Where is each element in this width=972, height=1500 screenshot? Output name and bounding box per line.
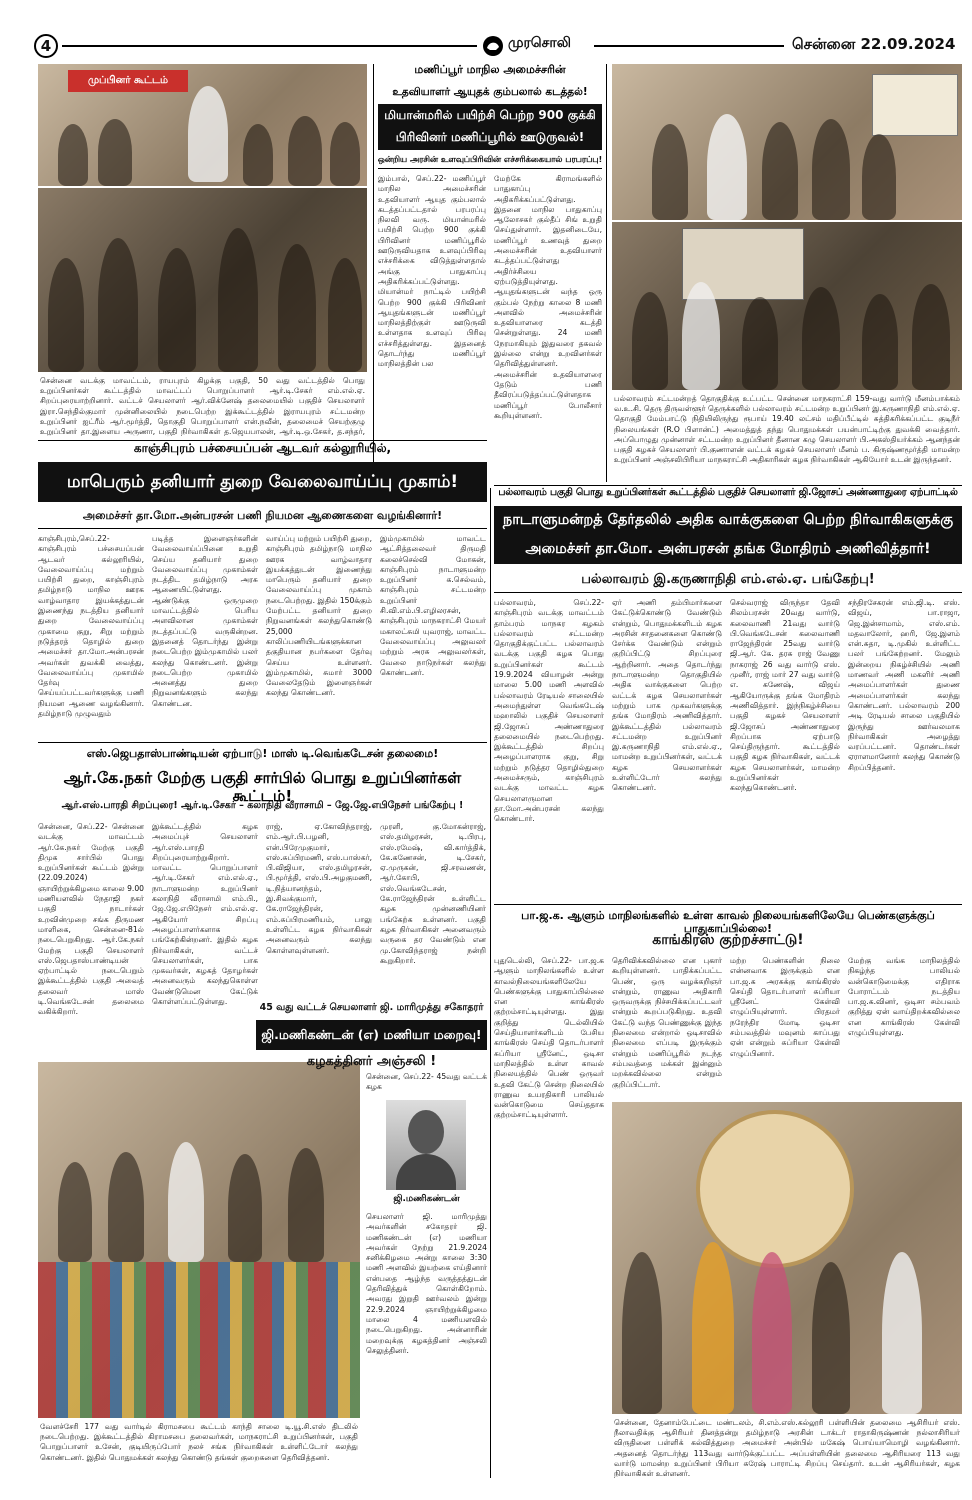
meeting-photo-lower bbox=[38, 188, 367, 372]
rk-nagar-body-col2: இக்கூட்டத்தில் கழக அமைப்புச் செயலாளர் ஆர்.எஸ்.பாரதி சிறப்புரையாற்றுகிறார். மாவட்ட பொறுப்பாளர் ஆர்.டி.சேகர் எம்.எல்.ஏ., நாடாளுமன்ற உறுப்பினர் கலாநிதி வீராசாமி எம்.பி., ஜே.ஜே.எபிநேசர் எம்.எல்.ஏ. ஆகியோர் சிறப்பு அழைப்பாளர்களாக பங்கேற்கின்றனர். இதில் கழக நிர்வாகிகள், வட்டச் செயலாளர்கள், பாக முகவர்கள், கழகத் தோழர்கள் அனைவரும் கலந்துகொள்ள வேண்டுமென கேட்டுக் கொள்ளப்பட்டுள்ளது. bbox=[152, 822, 258, 1007]
kanchi-deck-rule bbox=[38, 528, 487, 529]
pallavaram-kicker: பல்லாவரம் பகுதி பொது உறுப்பினர்கள் கூட்டத்தில் பகுதிச் செயலாளர் ஜி.ஜோசப் அண்ணாதுரை ஏற்பாட்டில் bbox=[498, 487, 958, 498]
rk-nagar-top-rule bbox=[38, 742, 487, 743]
photo-banner-text: முப்பினர் கூட்டம் bbox=[87, 75, 169, 86]
pallavaram-body-col3: செல்வராஜ் விருந்தா தேவி சிலம்பரசன் 20வது வார்டு, கலைவாணி 21வது வார்டு பி.வெங்கடேசன் கலைவாணி ராஜேந்திரன் 25வது வார்டு ஜி.ஆர். கே. தரசு ராஜ் வேணு நாகராஜ் 26 வது வார்டு எஸ். முனீர், ராஜ் மார் 27 வது வார்டு எ. கணேஷ், விஜய் ஆகியோருக்கு தங்க மோதிரம் அணிவித்தார். இந்நிகழ்ச்சியை பகுதி கழகச் செயலாளர் ஜி.ஜோசப் அண்ணாதுரை சிறப்பாக ஏற்பாடு செய்திருந்தார். கூட்டத்தில் பகுதி கழக நிர்வாகிகள், வட்டக் கழக செயலாளர்கள், மாமன்ற உறுப்பினர்கள் கலந்துகொண்டனர். bbox=[730, 598, 840, 793]
congress-story bbox=[494, 904, 962, 1120]
obituary-intro: சென்னை, செப்.22- 45வது வட்டக் கழக bbox=[366, 1072, 487, 1092]
rk-nagar-deck: ஆர்.எஸ்.பாரதி சிறப்புரை! ஆர்.டி.சேகர் – கலாநிதி வீராசாமி – ஜே.ஜே.எபிநேசர் பங்கேற்பு ! bbox=[61, 800, 464, 811]
photo-bottom-left-caption: வேளச்சேரி 177 வது வார்டில் கிராமசபை கூட்டம் காந்தி சாலை டி.யூ.சி.எஸ் திடலில் நடைபெற்றது. இக்கூட்டத்தில் கிராமசபை தலைவர்கள், மாநகராட்சி உறுப்பினர்கள், பகுதி பொறுப்பாளர் உசேன், குடியிருப்போர் நலச் சங்க நிர்வாகிகள் உள்ளிட்டோர் கலந்து கொண்டனர். இதில் பொதுமக்கள் கலந்து கொண்டு தங்கள் குறைகளை தெரிவித்தனர். bbox=[40, 1422, 358, 1462]
manipur-subkicker: உதவியாளர் ஆயுதக் கும்பலால் கடத்தல்! bbox=[392, 86, 588, 98]
pallavaram-headline-line1: நாடாளுமன்றத் தேர்தலில் அதிக வாக்குகளை பெற்ற நிர்வாகிகளுக்கு bbox=[502, 512, 954, 528]
kanchi-body-col4: இம்முகாமில் மாவட்ட ஆட்சித்தலைவர் திருமதி கலைச்செல்வி மோகன், காஞ்சிபுரம் நாடாளுமன்ற உறுப்பினர் க.செல்வம், காஞ்சிபுரம் சட்டமன்ற உறுப்பினர் சி.வி.எம்.பி.எழிலரசன், காஞ்சிபுரம் மாநகராட்சி மேயர் மகாலட்சுமி யுவராஜ், மாவட்ட வேலைவாய்ப்பு அலுவலர் மற்றும் அரசு அலுவலர்கள், வேலை நாடுநர்கள் கலந்து கொண்டனர். bbox=[380, 534, 486, 677]
rk-nagar-headline: ஆர்.கே.நகர் மேற்கு பகுதி சார்பில் பொது உறுப்பினர்கள் கூட்டம்! bbox=[63, 769, 462, 805]
masthead-rule-right bbox=[594, 45, 784, 47]
pallavaram-headline bbox=[494, 506, 962, 564]
manipur-story bbox=[373, 64, 607, 482]
page-number-badge bbox=[34, 34, 58, 58]
ro-plant-photo-upper bbox=[612, 64, 962, 220]
kanchi-deck: அமைச்சர் தா.மோ.அன்பரசன் பணி நியமன ஆணைகளை வழங்கினார்! bbox=[82, 509, 443, 522]
kanchi-story bbox=[38, 442, 487, 738]
teacher-award-photo bbox=[612, 1102, 962, 1414]
obituary-deck: கழகத்தினர் அஞ்சலி ! bbox=[306, 1054, 437, 1069]
manipur-kicker: மணிப்பூர் மாநில அமைச்சரின் bbox=[414, 63, 566, 76]
rk-nagar-body-col4: முரளி, கு.மோகன்ராஜ், எஸ்.தமிழரசன், டி.பிரபு, எஸ்.ரமேஷ், வி.கார்த்திக், கே.கணேசன், டி.சேகர், ஏ.முருகன், ஜி.சரவணன், ஆர்.கோபி, எஸ்.வெங்கடேசன், கே.ராஜேந்திரன் உள்ளிட்ட கழக முன்னணியினர் பங்கேற்க உள்ளனர். பகுதி கழக நிர்வாகிகள் அனைவரும் வருகை தர வேண்டும் என மு.கோவிந்தராஜ் நன்றி கூறுகிறார். bbox=[380, 822, 486, 965]
section-rule-top bbox=[38, 440, 487, 441]
manipur-headline-line1: மியான்மரில் பயிற்சி பெற்ற 900 குக்கி bbox=[384, 108, 596, 122]
rk-nagar-kicker: எஸ்.ஜெபதாஸ்பாண்டியன் ஏற்பாடு! மாஸ் டி.வெங்கடேசன் தலைமை! bbox=[86, 747, 439, 760]
page-number: 4 bbox=[40, 37, 52, 55]
pallavaram-body-col4: சந்திரசேகரன் எம்.ஜி.டி. எஸ். விஜய், பா.ராஜா, ஜெ.இன்சாமாம், எஸ்.எம். மதவாலோர், ஹரி, ஜே.இளம் என்.சுதா, டி.முகில் உள்ளிட்ட பலர் பங்கேற்றனர். மேலும் இன்றைய நிகழ்ச்சியில் அணி மாணவர் அணி மகளிர் அணி அமைப்பாளர்கள் துணை அமைப்பாளர்கள் கலந்து கொண்டனர். பல்லாவரம் 200 அடி ரேடியல் சாலை பகுதியில் இருந்து ஊர்வலமாக நிர்வாகிகள் அழைத்து வரப்பட்டனர். தொண்டர்கள் ஏராளமானோர் கலந்து கொண்டு சிறப்பித்தனர். bbox=[848, 598, 960, 772]
congress-body-col1: புதுடெல்லி, செப்.22- பா.ஜ.க ஆளும் மாநிலங்களில் உள்ள காவல்நிலையங்களிலேயே பெண்களுக்கு பாதுகாப்பில்லை என காங்கிரஸ் குற்றம்சாட்டியுள்ளது. இது குறித்து டெல்லியில் செய்தியாளர்களிடம் பேசிய காங்கிரஸ் செய்தி தொடர்பாளர் சுப்ரியா ஸ்ரீனேட், ஒடிசா மாநிலத்தில் உள்ள காவல் நிலையத்தில் பெண் ஒருவர் உதவி கேட்டு சென்ற நிலையில் ராணுவ உயரதிகாரி பாலியல் வன்கொடுமை செய்ததாக குற்றம்சாட்டியுள்ளார். bbox=[494, 956, 604, 1120]
congress-top-rule bbox=[494, 904, 962, 905]
section-rule-right bbox=[494, 485, 962, 486]
obituary-body: செயலாளர் ஜி. மாரிமுத்து அவர்களின் சகோதரர் ஜி. மணிகண்டன் (எ) மணியா அவர்கள் நேற்று 21.9.2024 சனிக்கிழமை அன்று காலை 3:30 மணி அளவில் இயற்கை எய்தினார் என்பதை ஆழ்ந்த வருத்தத்துடன் தெரிவித்துக் கொள்கிறோம். அவரது இறுதி ஊர்வலம் இன்று 22.9.2024 ஞாயிற்றுக்கிழமை மாலை 4 மணியளவில் நடைபெறுகிறது. அன்னாரின் மறைவுக்கு கழகத்தினர் அஞ்சலி செலுத்தினர். bbox=[366, 1212, 487, 1355]
obituary-body-area bbox=[366, 1062, 487, 1478]
rk-nagar-body-col1: சென்னை, செப்.22- சென்னை வடக்கு மாவட்டம் ஆர்.கே.நகர் மேற்கு பகுதி திமுக சார்பில் பொது உறுப்பினர்கள் கூட்டம் இன்று (22.09.2024) ஞாயிற்றுக்கிழமை காலை 9.00 மணியளவில் நேதாஜி நகர் பகுதி நாடார்கள் உறவின்முறை சங்க திருமண மாளிகை, சென்னை-81ல் நடைபெறுகிறது. ஆர்.கே.நகர் மேற்கு பகுதி செயலாளர் எஸ்.ஜெபதாஸ்பாண்டியன் ஏற்பாட்டில் நடைபெறும் இக்கூட்டத்தில் பகுதி அவைத் தலைவர் மாஸ் டி.வெங்கடேசன் தலைமை வகிக்கிறார். bbox=[38, 822, 144, 1017]
obituary-headline: ஜி.மணிகண்டன் (எ) மணியா மறைவு! bbox=[256, 1020, 487, 1050]
kanchi-body-col3: வாய்ப்பு மற்றும் பயிற்சி துறை, காஞ்சிபுரம் தமிழ்நாடு மாநில ஊரக வாழ்வாதார இயக்கத்துடன் இணைந்து மாபெரும் தனியார் துறை வேலைவாய்ப்பு முகாம் நடைபெற்றது. இதில் 150க்கும் மேற்பட்ட தனியார் துறை நிறுவனங்கள் கலந்துகொண்டு 25,000 காலிப்பணியிடங்களுக்கான தகுதியான நபர்களை தேர்வு செய்ய உள்ளனர். இம்முகாமில், சுமார் 3000 வேலைதேடும் இளைஞர்கள் கலந்து கொண்டனர். bbox=[266, 534, 372, 698]
kanchi-kicker: காஞ்சிபுரம் பச்சையப்பன் ஆடவர் கல்லூரியில், bbox=[133, 441, 392, 455]
congress-deck: காங்கிரஸ் குற்றச்சாட்டு! bbox=[652, 932, 804, 948]
photo-banner bbox=[68, 70, 188, 92]
congress-body-col3: மற்ற பெண்களின் நிலை என்னவாக இருக்கும் என பா.ஜ.க அரசுக்கு காங்கிரஸ் செய்தி தொடர்பாளர் சுப்ரியா ஸ்ரீனேட் கேள்வி எழுப்பியுள்ளார். பிரதமர் நரேந்திர மோடி ஒடிசா சம்பவத்தில் மவுனம் காப்பது ஏன் என்றும் சுப்ரியா கேள்வி எழுப்பினார். bbox=[730, 956, 840, 1058]
masthead bbox=[34, 34, 966, 58]
photo-top-right-caption: பல்லாவரம் சட்டமன்றத் தொகுதிக்கு உட்பட்ட சென்னை மாநகராட்சி 159-வது வார்டு மீனம்பாக்கம் வ.உ.சி. தெரு திருவள்ளூர் தெருக்களில் பல்லாவரம் சட்டமன்ற உறுப்பினர் இ.கருணாநிதி எம்.எல்.ஏ. தொகுதி மேம்பாட்டு நிதியிலிருந்து ரூபாய் 19.40 லட்சம் மதிப்பீட்டில் சுத்திகரிக்கப்பட்ட குடிநீர் நிலையங்கள் (R.O பிளான்ட்) அமைத்துத் தந்து பொதுமக்கள் பயன்பாட்டிற்கு துவக்கி வைத்தார். அப்பொழுது முன்னாள் சட்டமன்ற உறுப்பினர் தீனான கழு செயலாளர் பி.அகஸ்தியர்க்கம் ஆனந்தன் பகுதி கழகச் செயலாளர் பி.குணாளன் வட்டக் கழகச் செயலாளர் மீனம் ப. கிருஷ்ணமூர்த்தி மாமன்ற உறுப்பினர் அஞ்சலிபிரியா மாநகராட்சி அதிகாரிகள் கழக நிர்வாகிகள் ஆகியோர் உடன் இருந்தனர். bbox=[614, 394, 960, 465]
pallavaram-deck-rule bbox=[494, 592, 962, 593]
paper-name: முரசொலி bbox=[508, 35, 571, 51]
photo-bottom-right bbox=[612, 1102, 962, 1478]
obituary-kicker: 45 வது வட்டச் செயலாளர் ஜி. மாரிமுத்து சகோதரர் bbox=[259, 1002, 484, 1013]
ro-plant-photo-lower bbox=[612, 222, 962, 390]
column-rule-center bbox=[490, 488, 491, 1478]
congress-headline: பா.ஜ.க. ஆளும் மாநிலங்களில் உள்ள காவல் நிலையங்களிலேயே பெண்களுக்குப் பாதுகாப்பில்லை! bbox=[521, 909, 935, 935]
manipur-body-col1: இம்பால், செப்.22- மணிப்பூர் மாநில அமைச்சரின் உதவியாளர் ஆயுத கும்பலால் கடத்தப்பட்டதால் பரபரப்பு நிலவி வரு. மியான்மரில் பயிற்சி பெற்ற 900 குக்கி பிரிவினர் மணிப்பூரில் ஊடுருவியதாக உளவுப்பிரிவு எச்சரிக்கை விடுத்துள்ளதால் அங்கு பாதுகாப்பு அதிகரிக்கப்பட்டுள்ளது. மியான்மர் நாட்டில் பயிற்சி பெற்ற 900 குக்கி பிரிவினர் ஆயுதங்களுடன் மணிப்பூர் மாநிலத்திற்குள் ஊடுருவி உள்ளதாக உளவுப் பிரிவு எச்சரித்துள்ளது. இதனைத் தொடர்ந்து மணிப்பூர் மாநிலத்தின் பல bbox=[378, 174, 486, 369]
kanchi-body-col1: காஞ்சிபுரம்,செப்.22- காஞ்சிபுரம் பச்சையப்பன் ஆடவர் கல்லூரியில், வேலைவாய்ப்பு மற்றும் பயிற்சி துறை, காஞ்சிபுரம் தமிழ்நாடு மாநில ஊரக வாழ்வாதார இயக்கத்துடன் இணைந்து நடத்திய தனியார் துறை வேலைவாய்ப்பு முகாமை குறு, சிறு மற்றும் நடுத்தரத் தொழில் துறை அமைச்சர் தா.மோ.அன்பரசன் அவர்கள் துவக்கி வைத்து, வேலைவாய்ப்பு முகாமில் தேர்வு செய்யப்பட்டவர்களுக்கு பணி நியமன ஆணை வழங்கினார். தமிழ்நாடு முழுவதும் bbox=[38, 534, 144, 719]
photo-top-left bbox=[38, 64, 367, 438]
date-line: சென்னை 22.09.2024 bbox=[792, 35, 956, 53]
obituary-photo-name: ஜி.மணிகண்டன் bbox=[393, 1194, 460, 1204]
manipur-headline bbox=[378, 104, 602, 150]
manipur-body-col2: மேற்கே கிராமங்களில் பாதுகாப்பு அதிகரிக்கப்பட்டுள்ளது. இதனை மாநில பாதுகாப்பு ஆலோசகர் குல்தீப் சிங் உறுதி செய்துள்ளார். இதனிடையே, மணிப்பூர் உணவுத் துறை அமைச்சரின் உதவியாளர் கடத்தப்பட்டுள்ளது அதிர்ச்சியை ஏற்படுத்தியுள்ளது. ஆயுதங்களுடன் வந்த ஒரு கும்பல் நேற்று காலை 8 மணி அளவில் அமைச்சரின் உதவியாளரை கடத்தி சென்றுள்ளது. 24 மணி நேரமாகியும் இதுவரை தகவல் இல்லை என்று உறவினர்கள் தெரிவித்துள்ளனர். அமைச்சரின் உதவியாளரை தேடும் பணி தீவிரப்படுத்தப்பட்டுள்ளதாக மணிப்பூர் போலீசார் கூறியுள்ளனர். bbox=[494, 174, 602, 420]
masthead-logo-icon bbox=[482, 35, 504, 57]
photo-top-right bbox=[612, 64, 962, 482]
photo-top-left-caption: சென்னை வடக்கு மாவட்டம், ராயபுரம் கிழக்கு பகுதி, 50 வது வட்டத்தில் பொது உறுப்பினர்கள் கூட்டத்தில் மாவட்டப் பொறுப்பாளர் ஆர்.டி.சேகர் எம்.எல்.ஏ. சிறப்புரையாற்றினார். வட்டச் செயலாளர் ஆர்.விக்னேஷ் தலைமையில் பகுதிச் செயலாளர் இரா.செந்தில்குமார் முன்னிலையில் நடைபெற்ற இக்கூட்டத்தில் இராயபுரம் சட்டமன்ற உறுப்பினர் ஐட்ரீம் ஆர்.மூர்த்தி, தொகுதி பொறுப்பாளர் என்.நவீன், தலைமைச் செயற்குழு உறுப்பினர் தா.இளைய அருணா, பகுதி நிர்வாகிகள் த.ஜெயபாலன், ஆர்.டி.ஒ.சேகர், த.சந்தர், bbox=[40, 376, 365, 437]
manipur-headline-line2: பிரிவினர் மணிப்பூரில் ஊடுருவல்! bbox=[395, 130, 585, 144]
masthead-rule-left bbox=[62, 45, 477, 47]
congress-body-col2: தெரிவிக்கவில்லை என புகார் கூறியுள்ளனர். பாதிக்கப்பட்ட பெண், ஒரு வழக்கறிஞர் என்றும், ராணுவ அதிகாரி ஒருவருக்கு நிச்சயிக்கப்பட்டவர் என்றும் கூறப்படுகிறது. உதவி கேட்டு வந்த பெண்ணுக்கு இந்த நிலைமை என்றால் ஒடிசாவில் நிலைமை எப்படி இருக்கும் என்றும் மணிப்பூரில் நடந்த சம்பவத்தை மக்கள் இன்னும் மறக்கவில்லை என்றும் குறிப்பிட்டார். bbox=[612, 956, 722, 1089]
photo-bottom-right-caption: சென்னை, தேனாம்பேட்டை மண்டலம், சி.எம்.எஸ்.கல்லூரி பள்ளியின் தலைமை ஆசிரியர் எஸ். நீலாவதிக்கு ஆசிரியர் தினத்தன்று தமிழ்நாடு அரசின் டாக்டர் ராதாகிருஷ்ணன் நல்லாசிரியர் விருதினை பள்ளிக் கல்வித்துறை அமைச்சர் அன்பில் மகேஷ் பொய்யாமொழி வழங்கினார். அதனைத் தொடர்ந்து 113வது வார்டுக்குட்பட்ட அப்பள்ளியின் தலைமை ஆசிரியரை 113 வது வார்டு மாமன்ற உறுப்பினர் பிரியா சுரேஷ் பாராட்டி சிறப்பு செய்தார். உடன் ஆசிரியர்கள், கழக நிர்வாகிகள் உள்ளனர். bbox=[614, 1418, 960, 1478]
manipur-deck-rule bbox=[378, 168, 602, 169]
meeting-photo-upper bbox=[38, 64, 367, 186]
manipur-deck: ஒன்றிய அரசின் உளவுப்பிரிவின் எச்சரிக்கையால் பரபரப்பு! bbox=[377, 154, 603, 164]
kanchi-body-col2: படித்த இளைஞர்களின் வேலைவாய்ப்பினை உறுதி செய்ய தனியார் துறை வேலைவாய்ப்பு முகாம்கள் நடத்திட தமிழ்நாடு அரசு ஆணையிட்டுள்ளது. ஆண்டுக்கு ஒருமுறை மாவட்டத்தில் பெரிய அளவிலான முகாம்கள் நடத்தப்பட்டு வருகின்றன. இதனைத் தொடர்ந்து இன்று நடைபெற்ற இம்முகாமில் பலர் கலந்து கொண்டனர். இன்று நடைபெற்ற முகாமில் அனைத்து துறை நிறுவனங்களும் கலந்து கொண்டன. bbox=[152, 534, 258, 708]
congress-body-col4: மேற்கு வங்க மாநிலத்தில் நிகழ்ந்த பாலியல் வன்கொடுமைக்கு எதிராக போராட்டம் நடத்திய பா.ஜ.க.வினர், ஒடிசா சம்பவம் குறித்து ஏன் வாய்திறக்கவில்லை என காங்கிரஸ் கேள்வி எழுப்பியுள்ளது. bbox=[848, 956, 960, 1038]
pallavaram-body-col1: பல்லாவரம், செப்.22- காஞ்சிபுரம் வடக்கு மாவட்டம் தாம்பரம் மாநகர கழகம் பல்லாவரம் சட்டமன்ற தொகுதிக்குட்பட்ட பல்லாவரம் வடக்கு பகுதி கழக பொது உறுப்பினர்கள் கூட்டம் 19.9.2024 வியாழன் அன்று மாலை 5.00 மணி அளவில் பல்லாவரம் ரேடியல் சாலையில் அமைந்துள்ள வெங்கடேஷ் மஹாலில் பகுதிச் செயலாளர் ஜி.ஜோசப் அண்ணாதுரை தலைமையில் நடைபெற்றது. இக்கூட்டத்தில் சிறப்பு அழைப்பாளராக குறு, சிறு மற்றும் நடுத்தர தொழில்துறை அமைச்சரும், காஞ்சிபுரம் வடக்கு மாவட்ட கழக செயலாளருமான தா.மோ.அன்பரசன் கலந்து கொண்டார். bbox=[494, 598, 604, 824]
pallavaram-body-col2: ஏர் அணி தம்பிமார்களை கேட்டுக்கொண்டு வேண்டும் என்றும், பொதுமக்களிடம் கழக அரசின் சாதனைகளை கொண்டு சேர்க்க வேண்டும் என்றும் குறிப்பிட்டு சிறப்புரை ஆற்றினார். அதை தொடர்ந்து நாடாளுமன்ற தொகுதியில் அதிக வாக்குகளை பெற்ற வட்டக் கழக செயலாளர்கள் மற்றும் பாக முகவர்களுக்கு தங்க மோதிரம் அணிவித்தார். இக்கூட்டத்தில் பல்லாவரம் சட்டமன்ற உறுப்பினர் இ.கருணாநிதி எம்.எல்.ஏ., மாமன்ற உறுப்பினர்கள், வட்டக் கழக செயலாளர்கள் உள்ளிட்டோர் கலந்து கொண்டனர். bbox=[612, 598, 722, 793]
pallavaram-story bbox=[494, 488, 962, 900]
kanchi-headline: மாபெரும் தனியார் துறை வேலைவாய்ப்பு முகாம்! bbox=[38, 462, 487, 502]
rk-nagar-story bbox=[38, 742, 487, 1042]
pallavaram-headline-line2: அமைச்சர் தா.மோ. அன்பரசன் தங்க மோதிரம் அணிவித்தார்! bbox=[525, 541, 931, 557]
pallavaram-deck: பல்லாவரம் இ.கருணாநிதி எம்.எல்.ஏ. பங்கேற்பு! bbox=[581, 572, 875, 587]
rk-nagar-body-col3: ராஜ், ஏ.கோவிந்தராஜ், எம்.ஆர்.பி.பழனி, என்.பிரேமுகுமார், எஸ்.சுப்பிரமணி, எஸ்.பாஸ்கர், பி.விஜியா, எஸ்.தமிழரசன், பி.மூர்த்தி, எஸ்.பி.அழகுமணி, டி.நித்யானந்தம், இ.சிவக்குமார், கே.ராஜேந்திரன், எம்.சுப்பிரமணியம், பாலு உள்ளிட்ட கழக நிர்வாகிகள் அனைவரும் கலந்து கொள்ளவுள்ளனர். bbox=[266, 822, 372, 955]
obituary-photo bbox=[386, 1100, 466, 1190]
